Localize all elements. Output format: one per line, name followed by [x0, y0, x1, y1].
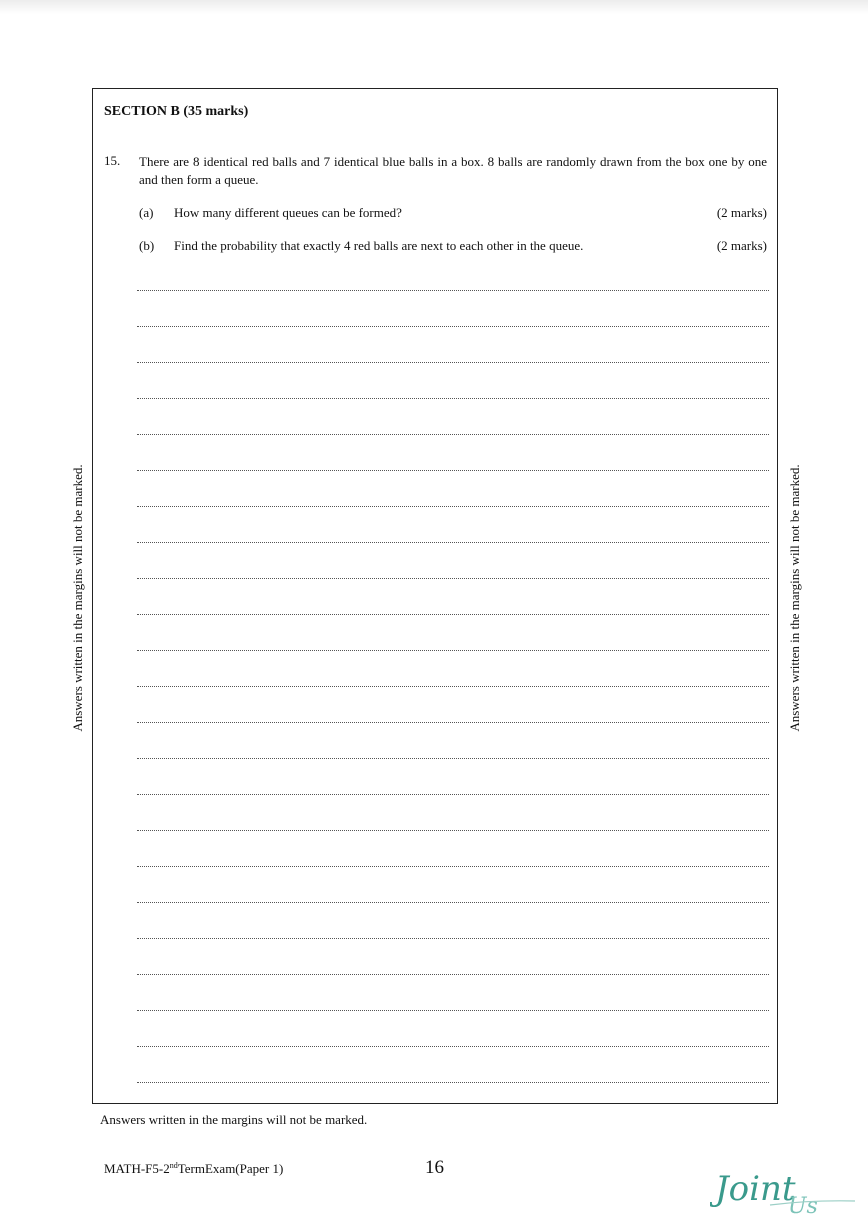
answer-line	[137, 938, 769, 939]
answer-line	[137, 794, 769, 795]
answer-line	[137, 650, 769, 651]
answer-line	[137, 866, 769, 867]
question-part-a	[139, 205, 767, 223]
answer-box	[92, 88, 778, 1104]
answer-line	[137, 542, 769, 543]
answer-line	[137, 398, 769, 399]
part-label: (a)	[139, 205, 154, 220]
answer-line	[137, 758, 769, 759]
answer-line	[137, 470, 769, 471]
page-number: 16	[425, 1157, 444, 1178]
question-number: 15.	[104, 153, 121, 168]
question-text: There are 8 identical red balls and 7 identical blue balls in a box. 8 balls are randomly drawn from the box one by one and then form a queue.	[139, 154, 767, 187]
answer-line	[137, 830, 769, 831]
answer-line	[137, 1046, 769, 1047]
logo-main-text: Joint	[715, 1169, 796, 1209]
part-text: How many different queues can be formed?	[174, 205, 402, 220]
part-marks: (2 marks)	[716, 238, 767, 253]
section-title: SECTION B (35 marks)	[104, 104, 249, 119]
answer-line	[137, 290, 769, 291]
footer-exam-code: MATH-F5-2ndTermExam(Paper 1)	[104, 1161, 284, 1176]
answer-line	[137, 506, 769, 507]
answer-line	[137, 614, 769, 615]
answer-line	[137, 722, 769, 723]
answer-line	[137, 578, 769, 579]
joint-us-logo	[710, 1160, 860, 1220]
left-margin-note: Answers written in the margins will not be marked.	[70, 464, 85, 732]
right-margin-note: Answers written in the margins will not be marked.	[787, 464, 802, 732]
answer-line	[137, 974, 769, 975]
question-part-b	[139, 238, 767, 256]
part-label: (b)	[139, 238, 155, 253]
answer-line	[137, 1010, 769, 1011]
answer-line	[137, 686, 769, 687]
answer-line	[137, 434, 769, 435]
part-marks: (2 marks)	[716, 205, 767, 220]
page-top-shade	[0, 0, 868, 14]
answer-line	[137, 326, 769, 327]
logo-sub-text: Us	[788, 1194, 818, 1219]
bottom-margin-note: Answers written in the margins will not be marked.	[100, 1112, 368, 1127]
part-text: Find the probability that exactly 4 red balls are next to each other in the queue.	[174, 238, 584, 253]
answer-line	[137, 902, 769, 903]
answer-line	[137, 362, 769, 363]
answer-line	[137, 1082, 769, 1083]
